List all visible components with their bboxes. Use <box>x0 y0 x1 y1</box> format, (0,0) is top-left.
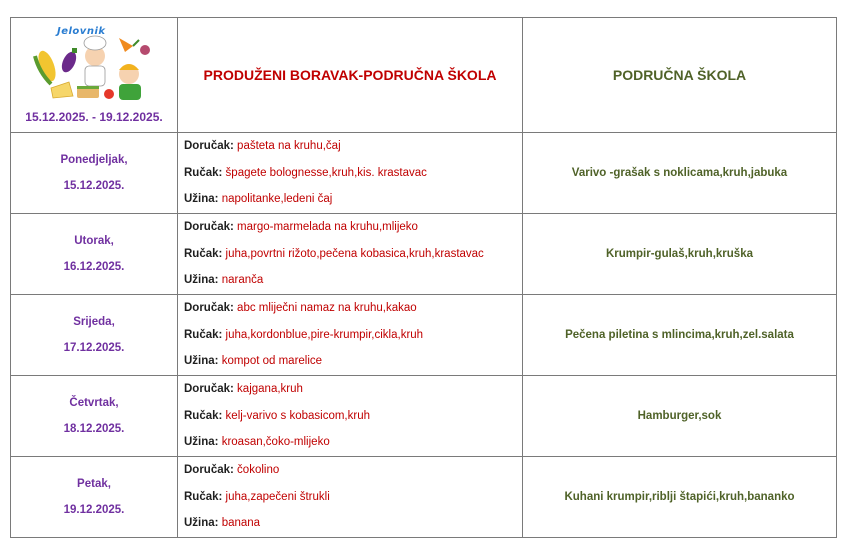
snack-label: Užina: <box>184 274 219 286</box>
breakfast-text: margo-marmelada na kruhu,mlijeko <box>233 221 418 233</box>
date-range: 15.12.2025. - 19.12.2025. <box>25 110 163 124</box>
lunch-text: kelj-varivo s kobasicom,kruh <box>222 409 370 422</box>
snack-label: Užina: <box>184 355 219 367</box>
day-name: Utorak, <box>74 235 114 247</box>
menu-table <box>10 17 837 538</box>
snack-line <box>184 348 522 375</box>
snack-text: kompot od marelice <box>218 355 323 367</box>
snack-label: Užina: <box>184 436 219 448</box>
snack-label: Užina: <box>184 517 219 529</box>
snack-text: banana <box>218 517 261 529</box>
day-cell <box>11 295 178 376</box>
meal-cell <box>178 295 523 376</box>
lunch-text: špagete bolognesse,kruh,kis. krastavac <box>222 166 427 179</box>
lunch-label: Ručak: <box>184 247 223 260</box>
lunch-label: Ručak: <box>184 166 223 179</box>
podrucna-skola-header: PODRUČNA ŠKOLA <box>523 18 837 133</box>
breakfast-label: Doručak: <box>184 140 234 152</box>
lunch-line <box>184 484 522 511</box>
snack-text: naranča <box>218 274 264 286</box>
day-date: 17.12.2025. <box>63 342 125 354</box>
chef-vegetables-illustration <box>29 26 159 104</box>
jelovnik-logo <box>29 26 159 104</box>
day-row-petak <box>11 457 837 538</box>
day-cell <box>11 214 178 295</box>
snack-line <box>184 267 522 294</box>
snack-line <box>184 429 522 456</box>
lunch-text: juha,povrtni rižoto,pečena kobasica,kruh,krastavac <box>222 247 484 260</box>
lunch-text: juha,kordonblue,pire-krumpir,cikla,kruh <box>222 328 424 341</box>
lunch-text: juha,zapečeni štrukli <box>222 490 330 503</box>
lunch-label: Ručak: <box>184 490 223 503</box>
meal-cell <box>178 376 523 457</box>
day-cell <box>11 133 178 214</box>
lunch-label: Ručak: <box>184 328 223 341</box>
snack-text: napolitanke,ledeni čaj <box>218 193 333 205</box>
lunch-line <box>184 403 522 430</box>
meal-cell <box>178 133 523 214</box>
day-date: 19.12.2025. <box>63 504 125 516</box>
snack-line <box>184 510 522 537</box>
produzeni-boravak-header: PRODUŽENI BORAVAK-PODRUČNA ŠKOLA <box>178 18 523 133</box>
breakfast-text: čokolino <box>233 464 280 476</box>
day-row-ponedjeljak <box>11 133 837 214</box>
logo-title: Jelovnik <box>57 26 106 37</box>
breakfast-line <box>184 133 522 160</box>
day-cell <box>11 376 178 457</box>
breakfast-line <box>184 214 522 241</box>
breakfast-label: Doručak: <box>184 464 234 476</box>
day-row-utorak <box>11 214 837 295</box>
snack-text: kroasan,čoko-mlijeko <box>218 436 330 448</box>
day-name: Četvrtak, <box>69 397 119 409</box>
podrucna-meal: Varivo -grašak s noklicama,kruh,jabuka <box>523 133 837 214</box>
lunch-line <box>184 322 522 349</box>
lunch-line <box>184 160 522 187</box>
lunch-label: Ručak: <box>184 409 223 422</box>
day-cell <box>11 457 178 538</box>
breakfast-line <box>184 295 522 322</box>
podrucna-meal: Kuhani krumpir,riblji štapići,kruh,bananko <box>523 457 837 538</box>
day-date: 16.12.2025. <box>63 261 125 273</box>
day-date: 18.12.2025. <box>63 423 125 435</box>
day-name: Petak, <box>77 478 111 490</box>
snack-line <box>184 186 522 213</box>
day-name: Ponedjeljak, <box>60 154 128 166</box>
breakfast-label: Doručak: <box>184 383 234 395</box>
day-name: Srijeda, <box>73 316 115 328</box>
day-row-cetvrtak <box>11 376 837 457</box>
breakfast-line <box>184 376 522 403</box>
podrucna-meal: Pečena piletina s mlincima,kruh,zel.salata <box>523 295 837 376</box>
breakfast-text: pašteta na kruhu,čaj <box>233 140 341 152</box>
breakfast-label: Doručak: <box>184 221 234 233</box>
breakfast-text: abc mliječni namaz na kruhu,kakao <box>233 302 417 314</box>
day-date: 15.12.2025. <box>63 180 125 192</box>
logo-cell <box>11 18 178 133</box>
breakfast-text: kajgana,kruh <box>233 383 303 395</box>
day-row-srijeda <box>11 295 837 376</box>
podrucna-meal: Krumpir-gulaš,kruh,kruška <box>523 214 837 295</box>
breakfast-label: Doručak: <box>184 302 234 314</box>
snack-label: Užina: <box>184 193 219 205</box>
meal-cell <box>178 457 523 538</box>
podrucna-meal: Hamburger,sok <box>523 376 837 457</box>
meal-cell <box>178 214 523 295</box>
header-row <box>11 18 837 133</box>
breakfast-line <box>184 457 522 484</box>
lunch-line <box>184 241 522 268</box>
